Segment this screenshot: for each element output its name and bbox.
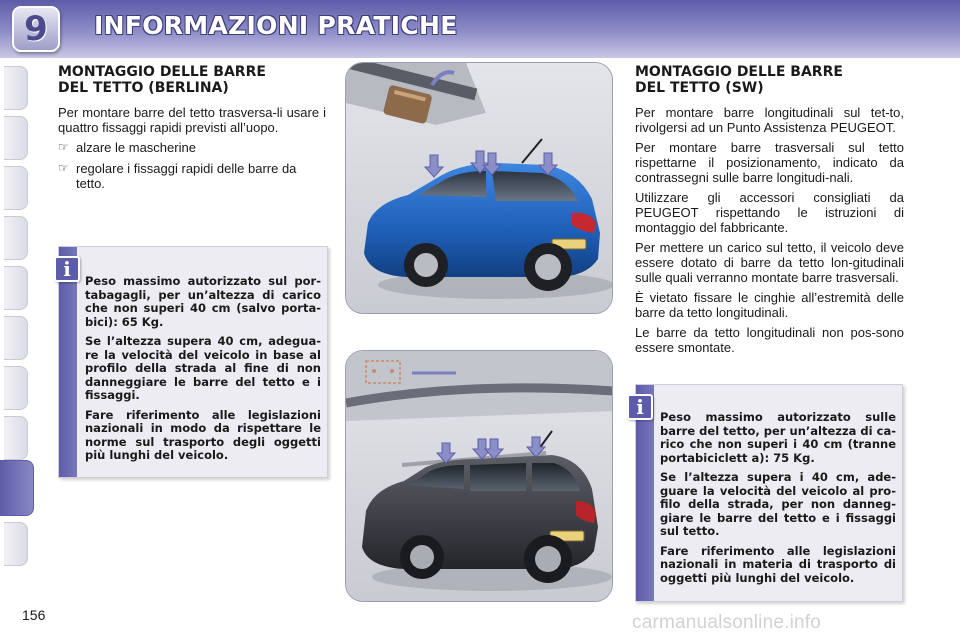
body-paragraph: Per montare barre longitudinali sul tet-to, rivolgersi ad un Punto Assistenza PEUGEOT. — [635, 105, 904, 135]
bullet-text: alzare le mascherine — [76, 140, 196, 155]
section-heading-sw — [635, 64, 904, 96]
info-box-text — [660, 411, 896, 591]
info-paragraph: Fare riferimento alle legislazioni nazionali in materia di trasporto di oggetti più lunghi del veicolo. — [660, 543, 896, 585]
hatchback-car-image — [346, 63, 613, 314]
chapter-tabs — [0, 60, 34, 575]
heading-line-2: DEL TETTO (SW) — [635, 80, 764, 96]
pointing-hand-icon: ☞ — [58, 161, 69, 175]
chapter-tab-9-active[interactable] — [0, 460, 34, 516]
pointing-hand-icon: ☞ — [58, 140, 69, 154]
info-paragraph: Peso massimo autorizzato sulle barre del tetto, per un’altezza di ca-rico che non superi i 40 cm (tranne portabiciclett a): 75 Kg. — [660, 410, 896, 465]
bullet-item — [58, 140, 326, 155]
right-text-column — [635, 64, 904, 360]
body-paragraph: Per mettere un carico sul tetto, il veicolo deve essere dotato di barre da tetto lon-gitudinali sulle quali verranno montate barre trasversali. — [635, 240, 904, 285]
body-paragraph: Le barre da tetto longitudinali non pos-sono essere smontate. — [635, 325, 904, 355]
chapter-tab-2[interactable] — [4, 116, 28, 160]
info-icon: i — [54, 256, 80, 282]
body-paragraph: Utilizzare gli accessori consigliati da PEUGEOT rispettando le istruzioni di montaggio del fabbricante. — [635, 190, 904, 235]
chapter-tab-8[interactable] — [4, 416, 28, 460]
chapter-tab-7[interactable] — [4, 366, 28, 410]
left-text-column — [58, 64, 326, 197]
bullet-text: regolare i fissaggi rapidi delle barre da tetto. — [76, 161, 297, 191]
chapter-tab-6[interactable] — [4, 316, 28, 360]
hatchback-roof-illustration — [345, 62, 613, 314]
chapter-tab-5[interactable] — [4, 266, 28, 310]
chapter-number: 9 — [24, 9, 48, 49]
info-icon: i — [627, 394, 653, 420]
bullet-item — [58, 161, 326, 191]
body-paragraph: Per montare barre trasversali sul tetto rispettarne il posizionamento, indicato da contrassegni sulle barre longitudi-nali. — [635, 140, 904, 185]
chapter-tab-10[interactable] — [4, 522, 28, 566]
station-wagon-car-image — [346, 351, 613, 602]
info-paragraph: Se l’altezza supera i 40 cm, ade-guare la velocità del veicolo al pro-filo della strada, per non danneg-giare le barre del tetto e i fissaggi sul tetto. — [660, 470, 896, 538]
info-paragraph: Se l’altezza supera 40 cm, adegua-re la velocità del veicolo in base al profilo della strada al fine di non danneggiare le barre del tetto e i fissaggi. — [85, 334, 321, 402]
info-paragraph: Peso massimo autorizzato sul por-tabagagli, per un’altezza di carico che non superi 40 cm (salvo porta-bici): 65 Kg. — [85, 274, 321, 329]
page-number: 156 — [22, 607, 46, 623]
sw-roof-bars-illustration — [345, 350, 613, 602]
info-paragraph: Fare riferimento alle legislazioni nazionali in modo da rispettare le norme sul trasporto degli oggetti più lunghi del veicolo. — [85, 407, 321, 462]
page-title: INFORMAZIONI PRATICHE — [94, 11, 458, 40]
intro-paragraph: Per montare barre del tetto trasversa-li usare i quattro fissaggi rapidi previsti all’uopo. — [58, 105, 326, 135]
chapter-tab-4[interactable] — [4, 216, 28, 260]
info-box-sw — [635, 384, 903, 602]
heading-line-2: DEL TETTO (BERLINA) — [58, 80, 229, 96]
info-box-text — [85, 275, 321, 469]
chapter-tab-3[interactable] — [4, 166, 28, 210]
heading-line-1: MONTAGGIO DELLE BARRE — [58, 64, 266, 80]
chapter-tab-1[interactable] — [4, 66, 28, 110]
watermark: carmanualsonline.info — [632, 612, 822, 633]
heading-line-1: MONTAGGIO DELLE BARRE — [635, 64, 843, 80]
chapter-badge — [12, 6, 60, 52]
body-paragraph: È vietato fissare le cinghie all’estremità delle barre da tetto longitudinali. — [635, 290, 904, 320]
section-heading-berlina — [58, 64, 326, 96]
info-box-berlina — [58, 246, 328, 478]
